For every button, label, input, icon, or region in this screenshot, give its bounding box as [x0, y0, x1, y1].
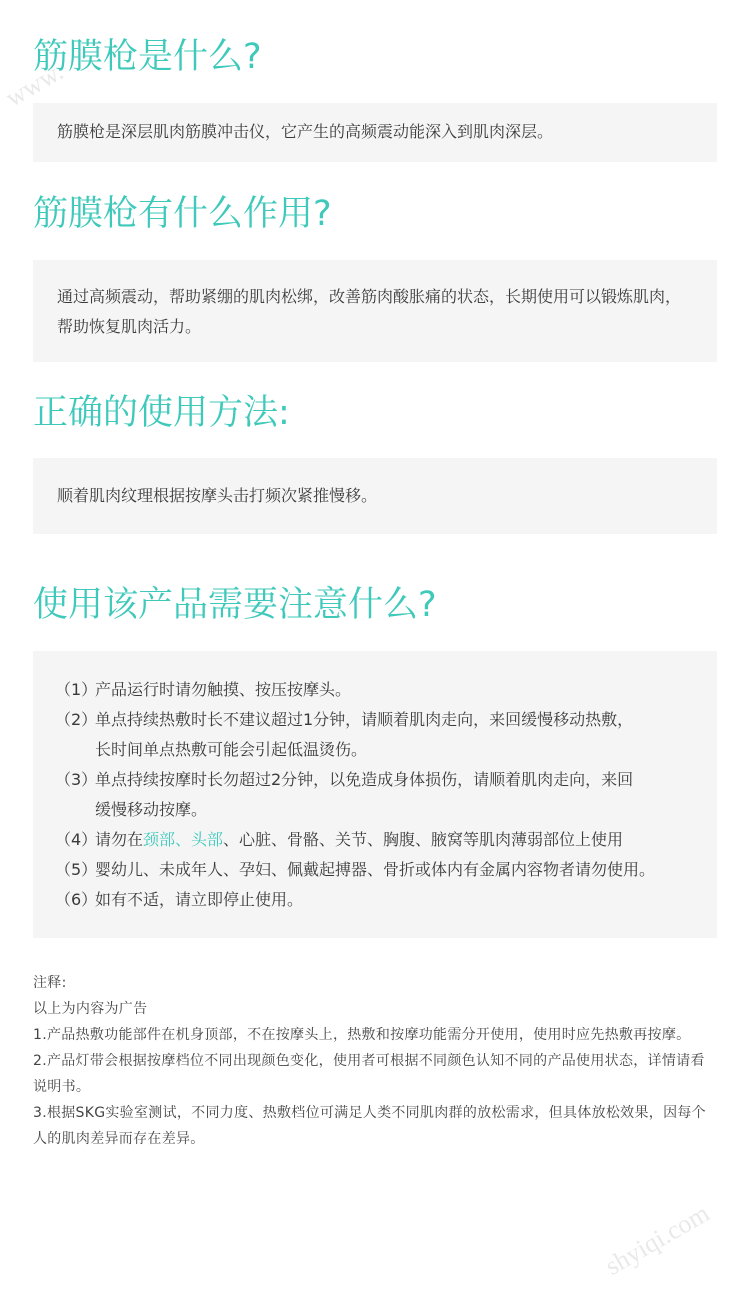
section-heading-what: 筋膜枪是什么? — [33, 37, 262, 77]
section-heading-usage: 正确的使用方法: — [33, 393, 290, 433]
list-item-post: 、心脏、骨骼、关节、胸腹、腋窝等肌肉薄弱部位上使用 — [223, 830, 624, 849]
section-heading-function: 筋膜枪有什么作用? — [33, 194, 332, 234]
section-text-what: 筋膜枪是深层肌肉筋膜冲击仪，它产生的高频震动能深入到肌肉深层。 — [57, 122, 554, 141]
list-item — [55, 705, 697, 765]
section-box-what — [33, 103, 717, 162]
section-heading-precautions: 使用该产品需要注意什么? — [33, 585, 437, 625]
watermark-top-left: www. — [0, 56, 69, 113]
section-box-usage — [33, 458, 717, 534]
list-item-text: 产品运行时请勿触摸、按压按摩头。 — [95, 680, 352, 699]
list-item-line: 单点持续按摩时长勿超过2分钟，以免造成身体损伤，请顺着肌肉走向，来回 — [95, 770, 634, 789]
list-item — [55, 885, 697, 915]
list-item-text: 如有不适，请立即停止使用。 — [95, 890, 304, 909]
list-item-text — [95, 765, 697, 825]
precautions-box — [33, 651, 717, 938]
list-item-number: （5） — [55, 860, 98, 879]
list-item-number: （2） — [55, 710, 98, 729]
list-item-text — [95, 705, 697, 765]
list-item-number: （1） — [55, 680, 98, 699]
section-text-function: 通过高频震动，帮助紧绷的肌肉松绑，改善筋肉酸胀痛的状态，长期使用可以锻炼肌肉，帮助恢复肌肉活力。 — [57, 287, 682, 336]
notes-line: 2.产品灯带会根据按摩档位不同出现颜色变化，使用者可根据不同颜色认知不同的产品使用状态，详情请看说明书。 — [33, 1053, 705, 1095]
list-item-continuation: 长时间单点热敷可能会引起低温烫伤。 — [95, 740, 368, 759]
section-text-usage: 顺着肌肉纹理根据按摩头击打频次紧推慢移。 — [57, 486, 378, 505]
list-item-pre: 请勿在 — [95, 830, 144, 849]
list-item — [55, 675, 697, 705]
list-item — [55, 765, 697, 825]
list-item — [55, 825, 697, 855]
list-item-number: （3） — [55, 770, 98, 789]
watermark-bottom-right: shyiqi.com — [600, 1198, 715, 1281]
list-item-text: 婴幼儿、未成年人、孕妇、佩戴起搏器、骨折或体内有金属内容物者请勿使用。 — [95, 860, 656, 879]
list-item — [55, 855, 697, 885]
notes-line: 1.产品热敷功能部件在机身顶部，不在按摩头上，热敷和按摩功能需分开使用，使用时应先热敷再按摩。 — [33, 1027, 691, 1043]
list-item-continuation: 缓慢移动按摩。 — [95, 800, 208, 819]
notes — [33, 970, 717, 1152]
list-item-number: （4） — [55, 830, 98, 849]
list-item-line: 单点持续热敷时长不建议超过1分钟，请顺着肌肉走向，来回缓慢移动热敷， — [95, 710, 634, 729]
list-item-text — [95, 825, 697, 855]
precautions-list — [55, 675, 697, 915]
highlight-body-parts: 颈部、头部 — [143, 830, 224, 849]
list-item-number: （6） — [55, 890, 98, 909]
notes-line: 3.根据SKG实验室测试，不同力度、热敷档位可满足人类不同肌肉群的放松需求，但具体放松效果，因每个人的肌肉差异而存在差异。 — [33, 1105, 706, 1147]
notes-label: 注释: — [33, 975, 67, 991]
section-box-function — [33, 260, 717, 362]
notes-line: 以上为内容为广告 — [33, 1001, 148, 1017]
